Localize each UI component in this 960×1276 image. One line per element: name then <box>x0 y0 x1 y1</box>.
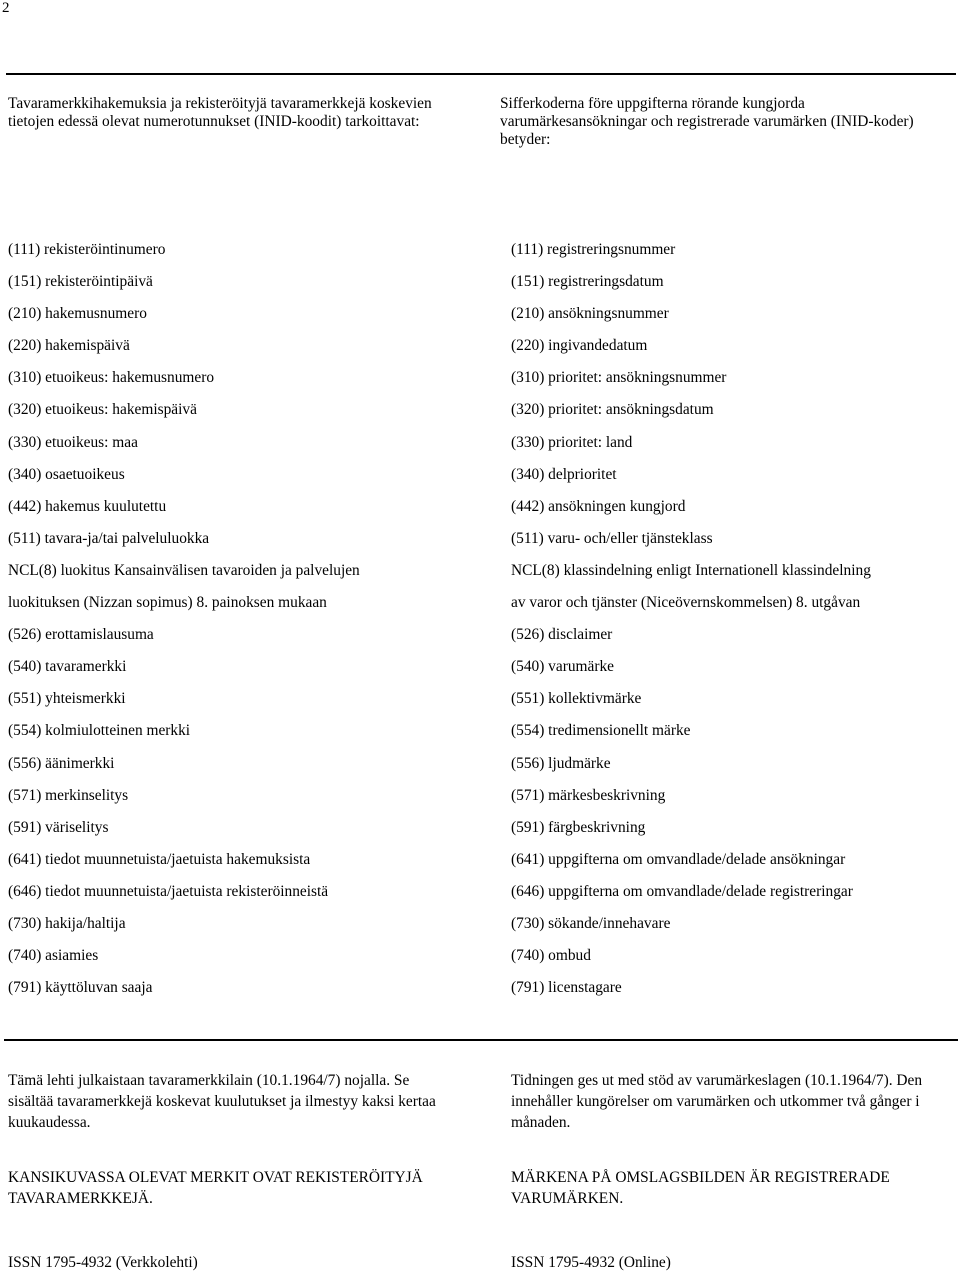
code-list-item: (151) rekisteröintipäivä <box>8 273 153 291</box>
code-list-item: (111) rekisteröintinumero <box>8 241 166 258</box>
code-list-item: (210) ansökningsnummer <box>511 305 669 323</box>
code-list-item: luokituksen (Nizzan sopimus) 8. painoksen mukaan <box>8 594 327 612</box>
code-list-item: av varor och tjänster (Niceövernskommelsen) 8. utgåvan <box>511 594 861 612</box>
code-list-item: (540) varumärke <box>511 658 614 676</box>
code-list-item: (571) merkinselitys <box>8 786 129 804</box>
code-list-item: (540) tavaramerkki <box>8 658 127 676</box>
code-list-item: (571) märkesbeskrivning <box>511 786 666 804</box>
code-list-item: (210) hakemusnumero <box>8 305 147 323</box>
code-list-item: (511) tavara-ja/tai palveluluokka <box>8 529 210 547</box>
code-list-item: (511) varu- och/eller tjänsteklass <box>511 529 713 547</box>
code-list-item: (646) tiedot muunnetuista/jaetuista rekisteröinneistä <box>8 882 329 900</box>
inid-code-list-finnish <box>8 234 360 1004</box>
publication-note-finnish: Tämä lehti julkaistaan tavaramerkkilain (10.1.1964/7) nojalla. Se sisältää tavaramerkkejä koskevat kuulutukset ja ilmestyy kaksi kertaa kuukaudessa. <box>8 1072 436 1131</box>
issn-finnish: ISSN 1795-4932 (Verkkolehti) <box>8 1254 198 1271</box>
code-list-item: (442) hakemus kuulutettu <box>8 497 167 515</box>
code-list-item: (151) registreringsdatum <box>511 273 664 291</box>
code-list-item: NCL(8) luokitus Kansainvälisen tavaroiden ja palvelujen <box>8 561 360 579</box>
code-list-item: (641) tiedot muunnetuista/jaetuista hakemuksista <box>8 850 311 868</box>
code-list-item: (791) licenstagare <box>511 979 622 997</box>
page-number: 2 <box>2 0 10 16</box>
code-list-item: (320) prioritet: ansökningsdatum <box>511 401 714 419</box>
code-list-item: (730) sökande/innehavare <box>511 914 671 932</box>
publication-note-swedish: Tidningen ges ut med stöd av varumärkeslagen (10.1.1964/7). Den innehåller kungörelser om varumärken och utkommer två gånger i månaden. <box>511 1072 923 1131</box>
footer-divider <box>4 1039 958 1041</box>
code-list-item: (442) ansökningen kungjord <box>511 497 686 515</box>
code-list-item: (554) kolmiulotteinen merkki <box>8 722 191 740</box>
code-list-item: (646) uppgifterna om omvandlade/delade registreringar <box>511 882 853 900</box>
issn-swedish: ISSN 1795-4932 (Online) <box>511 1254 671 1271</box>
code-list-item: (730) hakija/haltija <box>8 914 126 932</box>
code-list-item: (556) ljudmärke <box>511 754 611 772</box>
code-list-item: (591) färgbeskrivning <box>511 818 646 836</box>
code-list-item: (740) ombud <box>511 947 591 965</box>
code-list-item: NCL(8) klassindelning enligt Internationell klassindelning <box>511 561 871 579</box>
code-list-item: (310) etuoikeus: hakemusnumero <box>8 369 215 387</box>
code-list-item: (340) osaetuoikeus <box>8 465 125 483</box>
cover-note-swedish: MÄRKENA PÅ OMSLAGSBILDEN ÄR REGISTRERADE VARUMÄRKEN. <box>511 1169 890 1207</box>
code-list-item: (556) äänimerkki <box>8 754 115 772</box>
code-list-item: (641) uppgifterna om omvandlade/delade ansökningar <box>511 850 846 868</box>
code-list-item: (740) asiamies <box>8 947 99 965</box>
code-list-item: (591) väriselitys <box>8 818 109 836</box>
cover-note-finnish: KANSIKUVASSA OLEVAT MERKIT OVAT REKISTERÖITYJÄ TAVARAMERKKEJÄ. <box>8 1169 423 1207</box>
code-list-item: (320) etuoikeus: hakemispäivä <box>8 401 197 419</box>
code-list-item: (220) ingivandedatum <box>511 337 648 355</box>
code-list-item: (111) registreringsnummer <box>511 241 676 258</box>
inid-code-list-swedish <box>511 234 871 1004</box>
code-list-item: (554) tredimensionellt märke <box>511 722 691 740</box>
intro-swedish: Sifferkoderna före uppgifterna rörande kungjorda varumärkesansökningar och registrerade varumärken (INID-koder) betyder: <box>500 95 914 148</box>
header-divider <box>6 73 956 75</box>
code-list-item: (330) etuoikeus: maa <box>8 433 138 451</box>
intro-finnish: Tavaramerkkihakemuksia ja rekisteröityjä tavaramerkkejä koskevien tietojen edessä olevat numerotunnukset (INID-koodit) tarkoittavat: <box>8 95 432 130</box>
code-list-item: (220) hakemispäivä <box>8 337 130 355</box>
code-list-item: (526) erottamislausuma <box>8 626 154 644</box>
code-list-item: (330) prioritet: land <box>511 433 633 451</box>
code-list-item: (340) delprioritet <box>511 465 617 483</box>
code-list-item: (791) käyttöluvan saaja <box>8 979 153 997</box>
code-list-item: (526) disclaimer <box>511 626 613 644</box>
code-list-item: (551) yhteismerkki <box>8 690 126 708</box>
code-list-item: (551) kollektivmärke <box>511 690 642 708</box>
code-list-item: (310) prioritet: ansökningsnummer <box>511 369 727 387</box>
